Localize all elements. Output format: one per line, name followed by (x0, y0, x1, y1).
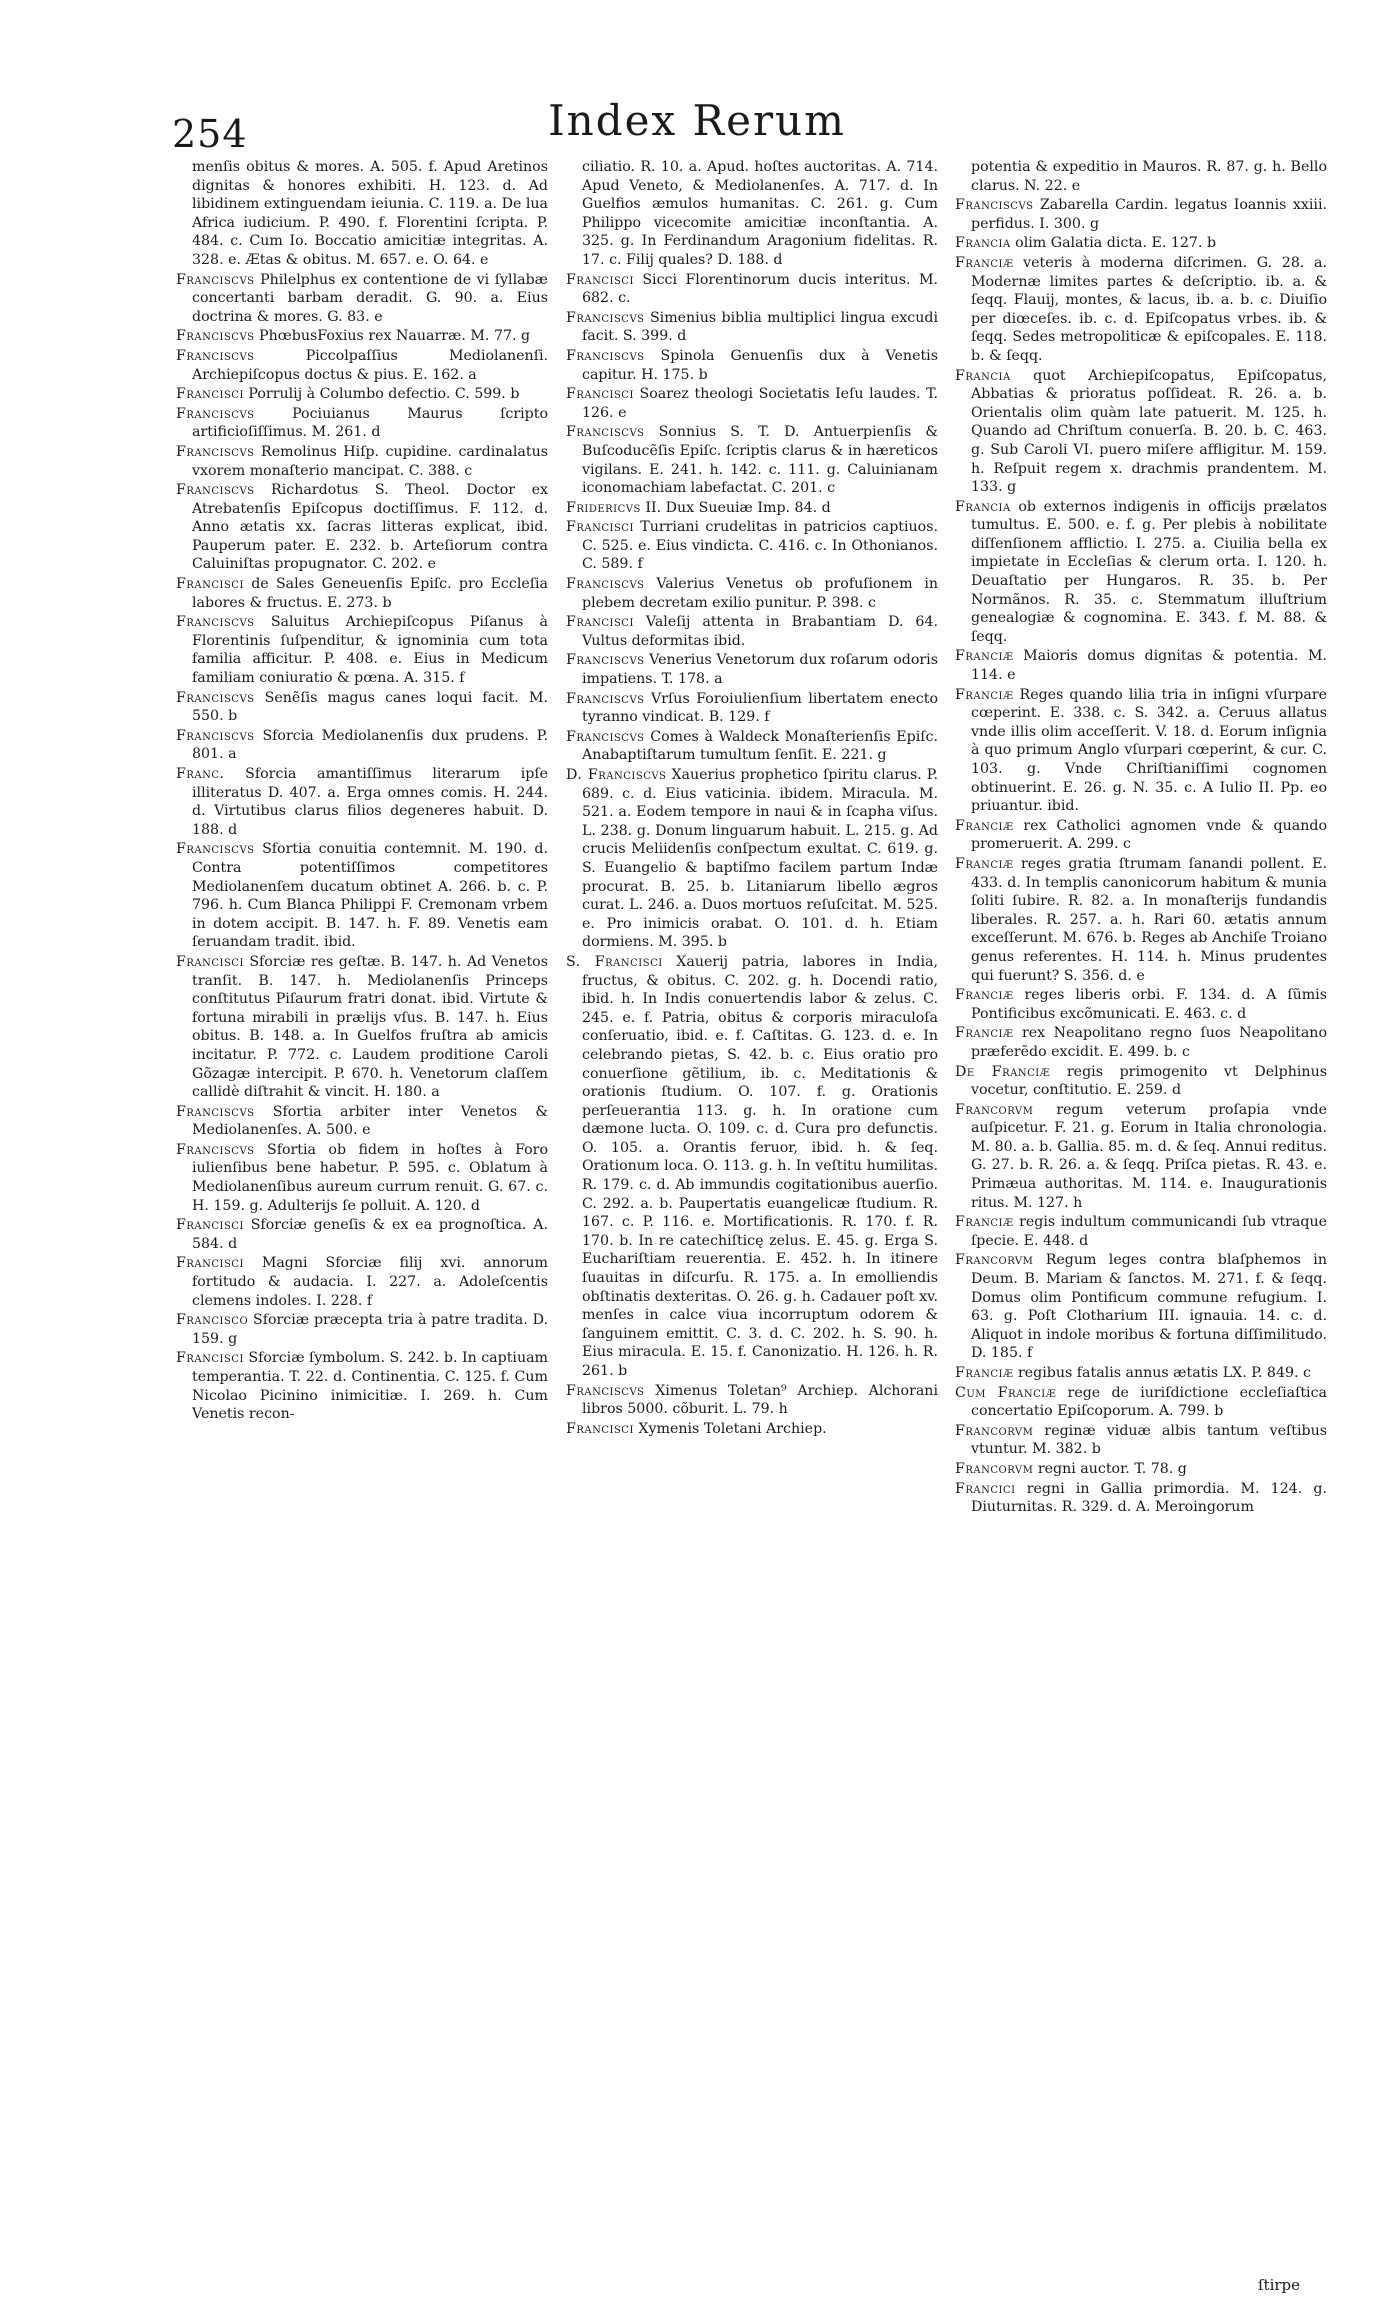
index-entry (176, 1216, 548, 1253)
entry-text: Valeſij attenta in Brabantiam D. 64. Vultus deformitas ibid. (582, 614, 938, 649)
index-entry (566, 1420, 938, 1439)
entry-headword: Franciſci (176, 953, 244, 970)
entry-headword: Francia (955, 498, 1011, 515)
index-entry (955, 158, 1327, 195)
entry-headword: Franciſci (176, 1217, 244, 1234)
entry-text: regni auctor. T. 78. g (1033, 1460, 1187, 1477)
entry-text: regum veterum proſapia vnde auſpicetur. F. 21. g. Eorum in Italia chronologia. M. 80. a. b. Gallia. 85. m. d. & ſeq. Annui reditus. G. 27. b. R. 26. a. & ſeqq. Priſca pietas. R. 43. e. Primæua authoritas. M. 114. e. Inaugurationis ritus. M. 127. h (971, 1101, 1327, 1211)
index-entry (955, 1384, 1327, 1421)
entry-text: Sfortia arbiter inter Venetos & Mediolanenſes. A. 500. e (192, 1103, 548, 1139)
entry-headword: Franciſci (176, 1350, 244, 1367)
entry-text: Sforciæ præcepta tria à patre tradita. D. 159. g (192, 1312, 548, 1347)
index-entry (955, 1101, 1327, 1213)
entry-text: Sforcia Mediolanenſis dux prudens. P. 801. a (192, 727, 548, 763)
index-entry (566, 309, 938, 346)
entry-text: menſis obitus & mores. A. 505. f. Apud Aretinos dignitas & honores exhibiti. H. 123. d. Ad libidinem extinguendam ieiunia. C. 119. a. De lua Africa iudicium. P. 490. f. Florentini ſcripta. P. 484. c. Cum Io. Boccatio amicitiæ integritas. A. 328. e. Ætas & obitus. M. 657. e. O. 64. e (192, 159, 548, 268)
index-entry (955, 855, 1327, 985)
entry-headword: Franciæ (955, 987, 1014, 1004)
entry-headword: Franciſcvs (176, 689, 255, 706)
index-entry (566, 766, 938, 952)
index-entry (176, 443, 548, 480)
index-entry (955, 1063, 1327, 1100)
entry-text: Maioris domus dignitas & potentia. M. 114. e (971, 648, 1327, 684)
index-entry (176, 953, 548, 1102)
entry-headword: Franc. (176, 766, 225, 782)
entry-text: Spinola Genuenſis dux à Venetis capitur. H. 175. b (582, 347, 938, 383)
index-entry (176, 347, 548, 384)
entry-headword: Franciſci (176, 1255, 244, 1272)
entry-text: Sforcia amantiſſimus literarum ipſe illiteratus D. 407. a. Erga omnes comis. H. 244. d. Virtutibus clarus filios degeneres habuit. D. 188. d (192, 766, 548, 838)
index-entry (955, 498, 1327, 647)
entry-headword: Franciſcvs (176, 347, 255, 364)
index-entry (955, 817, 1327, 854)
entry-text: Sfortia conuitia contemnit. M. 190. d. Contra potentiſſimos competitores Mediolanenſem ducatum obtinet A. 266. b. c. P. 796. h. Cum Blanca Philippi F. Cremonam vrbem in dotem accipit. B. 147. h. F. 89. Venetis eam ſeruandam tradit. ibid. (192, 841, 548, 951)
entry-text: Porrulij à Columbo defectio. C. 599. b (243, 386, 520, 403)
index-entry (176, 689, 548, 726)
index-entry (566, 385, 938, 422)
entry-headword: Franciſcvs (176, 841, 255, 858)
entry-text: Sonnius S. T. D. Antuerpienſis & Buſcoducẽſis Epiſc. ſcriptis clarus & in hæreticos vigilans. E. 241. h. 142. c. 111. g. Caluinianam iconomachiam labefactat. C. 201. c (582, 424, 938, 497)
index-entry (566, 1382, 938, 1419)
index-entry (955, 1251, 1327, 1363)
entry-headword: Franciſcvs (566, 1382, 645, 1399)
entry-text: Venerius Venetorum dux roſarum odoris impatiens. T. 178. a (582, 652, 938, 688)
index-entry (176, 727, 548, 764)
entry-text: Saluitus Archiepiſcopus Piſanus à Florentinis ſuſpenditur, & ignominia cum tota familia afficitur. P. 408. e. Eius in Medicum familiam coniuratio & pœna. A. 315. f (192, 614, 548, 687)
entry-headword: Franciſci (566, 271, 634, 288)
entry-headword: Franciſci (176, 386, 244, 403)
entry-headword: Francia (955, 367, 1011, 384)
index-entry (955, 1364, 1327, 1383)
entry-text: Simenius biblia multiplici lingua excudi facit. S. 399. d (582, 309, 938, 345)
entry-text: olim Galatia dicta. E. 127. b (1010, 235, 1217, 252)
index-entry (955, 254, 1327, 366)
index-entry (176, 575, 548, 612)
entry-headword: Franciſcvs (566, 424, 645, 441)
entry-text: II. Dux Sueuiæ Imp. 84. d (640, 499, 831, 516)
entry-text: Xauerius prophetico ſpiritu clarus. P. 689. c. d. Eius vaticinia. ibidem. Miracula. M. 521. a. Eodem tempore in naui & in ſcapha viſus. L. 238. g. Donum linguarum habuit. L. 215. g. Ad crucis Meliidenſis conſpectum exultat. C. 619. g. S. Euangelio & baptiſmo facilem partum Indæ procurat. B. 25. b. Litaniarum libello ægros curat. L. 246. a. Duos mortuos reſuſcitat. M. 525. e. Pro inimicis orabat. O. 101. d. h. Etiam dormiens. M. 395. b (582, 767, 938, 951)
entry-text: Xauerij patria, labores in India, fructus, & obitus. C. 202. g. h. Docendi ratio, ibid. h. In Indis conuertendis labor & zelus. C. 245. e. f. Patria, obitus & corporis miraculoſa conſeruatio, ibid. e. f. Caſtitas. G. 123. d. e. In celebrando pietas, S. 42. b. c. Eius oratio pro conuerſione gẽtilium, ib. c. Meditationis & orationis ſtudium. O. 107. f. g. Orationis perſeuerantia 113. g. h. In oratione cum dæmone lucta. O. 109. c. d. Cura pro defunctis. O. 105. a. Orantis feruor, ibid. h. & ſeq. Orationum loca. O. 113. g. h. In veſtitu humilitas. R. 179. c. d. Ab immundis cogitationibus auerſio. C. 292. a. b. Paupertatis euangelicæ ſtudium. R. 167. c. P. 116. e. Mortificationis. R. 170. f. R. 170. b. In re catechiſticę zelus. E. 45. g. Erga S. Euchariſtiam reuerentia. E. 452. h. In itinere ſuauitas in diſcurſu. R. 175. a. In emolliendis obſtinatis dexteritas. O. 26. g. h. Cadauer poſt xv. menſes in calce viua incorruptum odorem & ſanguinem emittit. C. 3. d. C. 202. h. S. 90. h. Eius miracula. E. 15. f. Canonizatio. H. 126. h. R. 261. b (582, 953, 938, 1379)
index-entry (955, 1422, 1327, 1459)
entry-headword: D. Franciſcvs (566, 767, 667, 783)
index-entry (955, 1213, 1327, 1250)
index-entry (955, 1024, 1327, 1061)
index-entry (955, 986, 1327, 1023)
entry-text: Reges quando lilia tria in inſigni vſurpare cœperint. E. 338. c. S. 342. a. Ceruus allatus vnde illis olim acceſſerit. V. 18. d. Eorum inſignia à quo primum Anglo vſurpari cœperint, & cur. C. 103. g. Vnde Chriſtianiſſimi cognomen obtinuerint. E. 26. g. N. 35. c. A Iulio II. Pp. eo priuantur. ibid. (971, 686, 1327, 815)
entry-headword: Franciſcvs (566, 690, 645, 707)
entry-text: Regum leges contra blaſphemos in Deum. B. Mariam & ſanctos. M. 271. f. & ſeqq. Domus olim Pontificum commune refugium. I. 63. g. Poſt Clotharium III. ignauia. 14. c. d. Aliquot in indole moribus & fortuna diſſimilitudo. D. 185. f (971, 1252, 1327, 1362)
entry-headword: Franciæ (955, 648, 1014, 665)
entry-headword: Franciſcvs (955, 197, 1034, 214)
index-entry (176, 327, 548, 346)
entry-text: Sicci Florentinorum ducis interitus. M. 682. c. (582, 271, 938, 307)
index-entry (955, 367, 1327, 497)
entry-text: veteris à moderna diſcrimen. G. 28. a. Modernæ limites partes & deſcriptio. ib. a. & ſeqq. Flauij, montes, & lacus, ib. a. b. c. Diuiſio per diœceſes. ib. c. d. Epiſcopatus vrbes. ib. & ſeqq. Sedes metropoliticæ & epiſcopales. E. 118. b. & ſeqq. (971, 254, 1327, 364)
entry-text: Sforciæ geneſis & ex ea prognoſtica. A. 584. d (192, 1217, 548, 1252)
entry-headword: Franciſcvs (566, 347, 645, 364)
entry-headword: Franciæ (955, 686, 1014, 703)
entry-headword: Franciſcvs (566, 728, 645, 745)
entry-text: Remolinus Hiſp. cupidine. cardinalatus vxorem monaſterio mancipat. C. 388. c (192, 443, 548, 479)
entry-text: ciliatio. R. 10. a. Apud. hoſtes auctoritas. A. 714. Apud Veneto, & Mediolanenſes. A. 717. d. In Guelfios æmulos humanitas. C. 261. g. Cum Philippo vicecomite amicitiæ inconſtantia. A. 325. g. In Ferdinandum Aragonium fidelitas. R. 17. c. Filij quales? D. 188. d (582, 159, 938, 268)
index-entry (566, 499, 938, 518)
index-entry (176, 613, 548, 687)
entry-text: rex Neapolitano regno ſuos Neapolitano præferẽdo excidit. E. 499. b. c (971, 1025, 1327, 1060)
entry-text: Ximenus Toletan⁹ Archiep. Alchorani libros 5000. cõburit. L. 79. h (582, 1382, 938, 1418)
entry-headword: Fridericvs (566, 499, 641, 516)
entry-headword: Francia (955, 235, 1011, 252)
entry-text: Zabarella Cardin. legatus Ioannis xxiii. perfidus. I. 300. g (971, 197, 1327, 232)
entry-headword: Francorvm (955, 1101, 1034, 1118)
entry-text: Vrſus Foroiulienſium libertatem enecto tyranno vindicat. B. 129. f (582, 690, 938, 726)
entry-text: Valerius Venetus ob profuſionem in plebem decretam exilio punitur. P. 398. c (582, 576, 938, 611)
entry-text: potentia & expeditio in Mauros. R. 87. g. h. Bello clarus. N. 22. e (971, 159, 1327, 194)
index-entry (566, 728, 938, 765)
entry-headword: Franciæ (955, 1365, 1014, 1381)
entry-text: Richardotus S. Theol. Doctor ex Atrebatenſis Epiſcopus doctiſſimus. F. 112. d. Anno ætatis xx. ſacras litteras explicat, ibid. Pauperum pater. E. 232. b. Arteſiorum contra Caluiniſtas propugnator. C. 202. e (192, 482, 548, 573)
index-entry (176, 1141, 548, 1215)
entry-headword: Franciſci (566, 614, 634, 631)
entry-text: Magni Sforciæ filij xvi. annorum fortitudo & audacia. I. 227. a. Adoleſcentis clemens indoles. I. 228. f (192, 1255, 548, 1309)
index-column-left (176, 158, 548, 2178)
entry-headword: Franciſci (566, 519, 634, 536)
entry-headword: Cum Franciæ (955, 1384, 1057, 1401)
entry-text: Sfortia ob fidem in hoſtes à Foro iulienſibus bene habetur. P. 595. c. Oblatum à Mediolanenſibus aureum currum renuit. G. 67. c. H. 159. g. Adulterijs ſe polluit. A. 120. d (192, 1141, 548, 1214)
entry-text: Pociuianus Maurus ſcripto artificioſiſſimus. M. 261. d (192, 405, 548, 441)
entry-text: PhœbusFoxius rex Nauarræ. M. 77. g (254, 328, 531, 345)
index-column-middle (566, 158, 938, 2178)
entry-headword: Franciæ (955, 254, 1014, 271)
index-entry (176, 765, 548, 839)
index-entry (566, 423, 938, 497)
entry-headword: Franciæ (955, 1025, 1014, 1042)
index-entry (955, 196, 1327, 233)
index-entry (566, 690, 938, 727)
index-entry (955, 1480, 1327, 1517)
entry-headword: Franciſcvs (566, 309, 645, 326)
index-entry (176, 840, 548, 952)
entry-text: regni in Gallia primordia. M. 124. g. Diuturnitas. R. 329. d. A. Meroingorum (971, 1480, 1327, 1516)
index-entry (176, 481, 548, 574)
index-entry (566, 613, 938, 650)
index-entry (566, 575, 938, 612)
entry-headword: Francici (955, 1480, 1016, 1497)
index-entry (176, 1311, 548, 1348)
entry-headword: Franciſcvs (566, 576, 645, 593)
entry-headword: Franciſcvs (176, 1103, 255, 1120)
entry-headword: Franciſcvs (176, 328, 255, 345)
index-entry (176, 158, 548, 270)
entry-headword: Franciſcvs (566, 652, 645, 669)
index-entry (955, 1460, 1327, 1479)
entry-text: regibus fatalis annus ætatis LX. P. 849. c (1013, 1365, 1311, 1381)
entry-headword: Francorvm (955, 1422, 1034, 1439)
entry-text: Xymenis Toletani Archiep. (633, 1420, 827, 1437)
page-number: 254 (172, 112, 248, 156)
index-entry (955, 234, 1327, 253)
entry-text: Turriani crudelitas in patricios captiuos. C. 525. e. Eius vindicta. C. 416. c. In Othonianos. C. 589. f (582, 519, 938, 573)
index-entry (176, 271, 548, 327)
entry-headword: Franciſcvs (176, 482, 255, 499)
index-entry (566, 518, 938, 574)
entry-headword: Franciſci (176, 576, 244, 593)
entry-text: Sforciæ res geſtæ. B. 147. h. Ad Venetos tranſit. B. 147. h. Mediolanenſis Princeps conſtitutus Piſaurum fratri donat. ibid. Virtute & fortuna mirabili in prælijs vſus. B. 147. h. Eius obitus. B. 148. a. In Guelfos fruſtra ab amicis incitatur. P. 772. c. Laudem proditione Caroli Gõzagæ intercipit. P. 670. h. Venetorum claſſem callidè diſtrahit & vincit. H. 180. a (192, 953, 548, 1101)
entry-text: rex Catholici agnomen vnde & quando promeruerit. A. 299. c (971, 817, 1327, 853)
entry-text: Comes à Waldeck Monaſterienſis Epiſc. Anabaptiſtarum tumultum ſenſit. E. 221. g (582, 728, 938, 764)
entry-headword: Franciſci (566, 1420, 634, 1437)
entry-headword: Franciſcvs (176, 614, 255, 631)
entry-headword: Franciſcvs (176, 271, 255, 288)
entry-headword: Franciæ (955, 1214, 1014, 1231)
entry-headword: Franciſci (566, 386, 634, 403)
index-entry (566, 158, 938, 270)
entry-text: reges gratia ſtrumam ſanandi pollent. E. 433. d. In templis canonicorum habitum & munia ſoliti ſubire. R. 82. a. In monaſterijs fundandis liberales. R. 257. a. h. Rari 60. ætatis annum exceſſerunt. M. 676. b. Reges ab Anchiſe Troiano genus referentes. H. 114. h. Minus prudentes qui fuerunt? S. 356. d. e (971, 855, 1327, 984)
index-entry (566, 347, 938, 384)
entry-headword: Francorvm (955, 1252, 1034, 1269)
entry-text: de Sales Geneuenſis Epiſc. pro Eccleſia labores & fructus. E. 273. b (192, 576, 548, 611)
entry-text: Sforciæ ſymbolum. S. 242. b. In captiuam temperantia. T. 22. d. Continentia. C. 125. f. Cum Nicolao Picinino inimicitiæ. I. 269. h. Cum Venetis recon- (192, 1350, 548, 1423)
entry-headword: S. Franciſci (566, 953, 663, 970)
index-entry (566, 271, 938, 308)
index-column-right (955, 158, 1327, 2178)
entry-headword: Franciſcvs (176, 443, 255, 460)
entry-headword: Francorvm (955, 1460, 1034, 1477)
index-entry (176, 1254, 548, 1310)
entry-headword: Franciſcvs (176, 405, 255, 422)
entry-headword: Franciſcvs (176, 1141, 255, 1158)
entry-text: regis indultum communicandi ſub vtraque ſpecie. E. 448. d (971, 1214, 1327, 1249)
index-entry (566, 651, 938, 688)
entry-headword: Franciſcvs (176, 727, 255, 744)
index-entry (176, 385, 548, 404)
index-entry (566, 953, 938, 1381)
index-entry (955, 647, 1327, 684)
entry-text: Piccolpaſſius Mediolanenſi. Archiepiſcopus doctus & pius. E. 162. a (192, 347, 548, 383)
entry-headword: Franciſco (176, 1312, 249, 1329)
catchword: ſtirpe (1258, 2276, 1301, 2294)
index-entry (176, 1349, 548, 1423)
entry-text: Senẽſis magus canes loqui facit. M. 550. b (192, 689, 548, 725)
index-entry (176, 1103, 548, 1140)
entry-text: reges liberis orbi. F. 134. d. A ſũmis Pontificibus excõmunicati. E. 463. c. d (971, 987, 1327, 1022)
entry-text: regis primogenito vt Delphinus vocetur, conſtitutio. E. 259. d (971, 1063, 1327, 1099)
entry-text: ob externos indigenis in officijs prælatos tumultus. E. 500. e. f. g. Per plebis à nobilitate diſſenſionem afflictio. I. 275. a. Ciuilia bella ex impietate in Eccleſias & clerum orta. I. 120. h. Deuaſtatio per Hungaros. R. 35. b. Per Normãnos. R. 35. c. Stemmatum illuſtrium genealogiæ & cognomina. E. 343. f. M. 88. & ſeqq. (971, 498, 1327, 645)
entry-text: Philelphus ex contentione de vi ſyllabæ concertanti barbam deradit. G. 90. a. Eius doctrina & mores. G. 83. e (192, 271, 548, 325)
running-title: Index Rerum (548, 96, 846, 145)
entry-headword: Franciæ (955, 855, 1014, 872)
index-entry (176, 405, 548, 442)
entry-headword: De Franciæ (955, 1063, 1051, 1080)
entry-text: rege de iuriſdictione eccleſiaſtica concertatio Epiſcoporum. A. 799. b (971, 1384, 1327, 1420)
entry-text: reginæ viduæ albis tantum veſtibus vtuntur. M. 382. b (971, 1422, 1327, 1458)
entry-headword: Franciæ (955, 817, 1014, 834)
entry-text: quot Archiepiſcopatus, Epiſcopatus, Abbatias & prioratus poſſideat. R. 26. a. b. Orientalis olim quàm late patuerit. M. 125. h. Quando ad Chriſtum conuerſa. B. 20. b. C. 463. g. Sub Caroli VI. puero miſere affligitur. M. 159. h. Reſpuit regem x. drachmis prandentem. M. 133. g (971, 367, 1327, 496)
index-entry (955, 686, 1327, 816)
entry-text: Soarez theologi Societatis Ieſu laudes. T. 126. e (582, 386, 938, 421)
